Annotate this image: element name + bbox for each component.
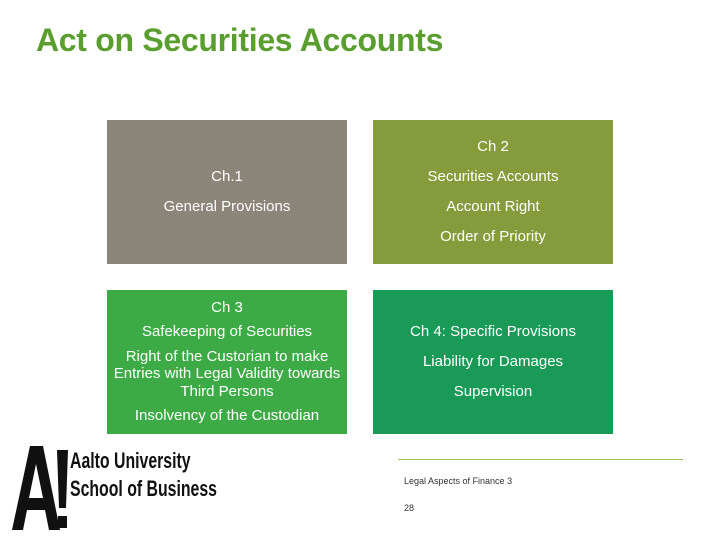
aalto-exclamation-icon <box>57 450 68 528</box>
footer-divider <box>398 459 683 460</box>
chapter-2-heading: Ch 2 <box>477 138 509 155</box>
chapter-3-topic: Right of the Custorian to make Entries with Legal Validity towards Third Persons <box>113 348 341 400</box>
chapter-4-box <box>373 290 613 434</box>
chapter-2-topic: Account Right <box>446 198 540 215</box>
chapter-4-topic: Liability for Damages <box>422 353 564 370</box>
chapter-2-box <box>373 120 613 264</box>
logo-school-name: School of Business <box>70 475 217 501</box>
logo-wordmark <box>70 447 217 502</box>
chapter-4-topic: Supervision <box>453 383 533 400</box>
chapter-1-box <box>107 120 347 264</box>
chapter-3-box <box>107 290 347 434</box>
aalto-a-icon <box>12 446 60 530</box>
logo-university-name: Aalto University <box>70 448 191 473</box>
chapter-1-heading: Ch.1 <box>211 168 243 185</box>
slide-title: Act on Securities Accounts <box>36 22 444 58</box>
chapter-1-topic: General Provisions <box>163 198 291 215</box>
chapter-2-topic: Order of Priority <box>440 228 546 245</box>
chapter-3-topic: Insolvency of the Custodian <box>134 406 320 424</box>
chapter-2-topic: Securities Accounts <box>427 168 559 185</box>
chapter-4-heading: Ch 4: Specific Provisions <box>410 323 576 340</box>
page-number: 28 <box>404 503 415 513</box>
footer-course: Legal Aspects of Finance 3 <box>404 476 513 486</box>
chapter-3-heading: Ch 3 <box>211 299 243 316</box>
chapter-3-topic: Safekeeping of Securities <box>141 323 313 340</box>
